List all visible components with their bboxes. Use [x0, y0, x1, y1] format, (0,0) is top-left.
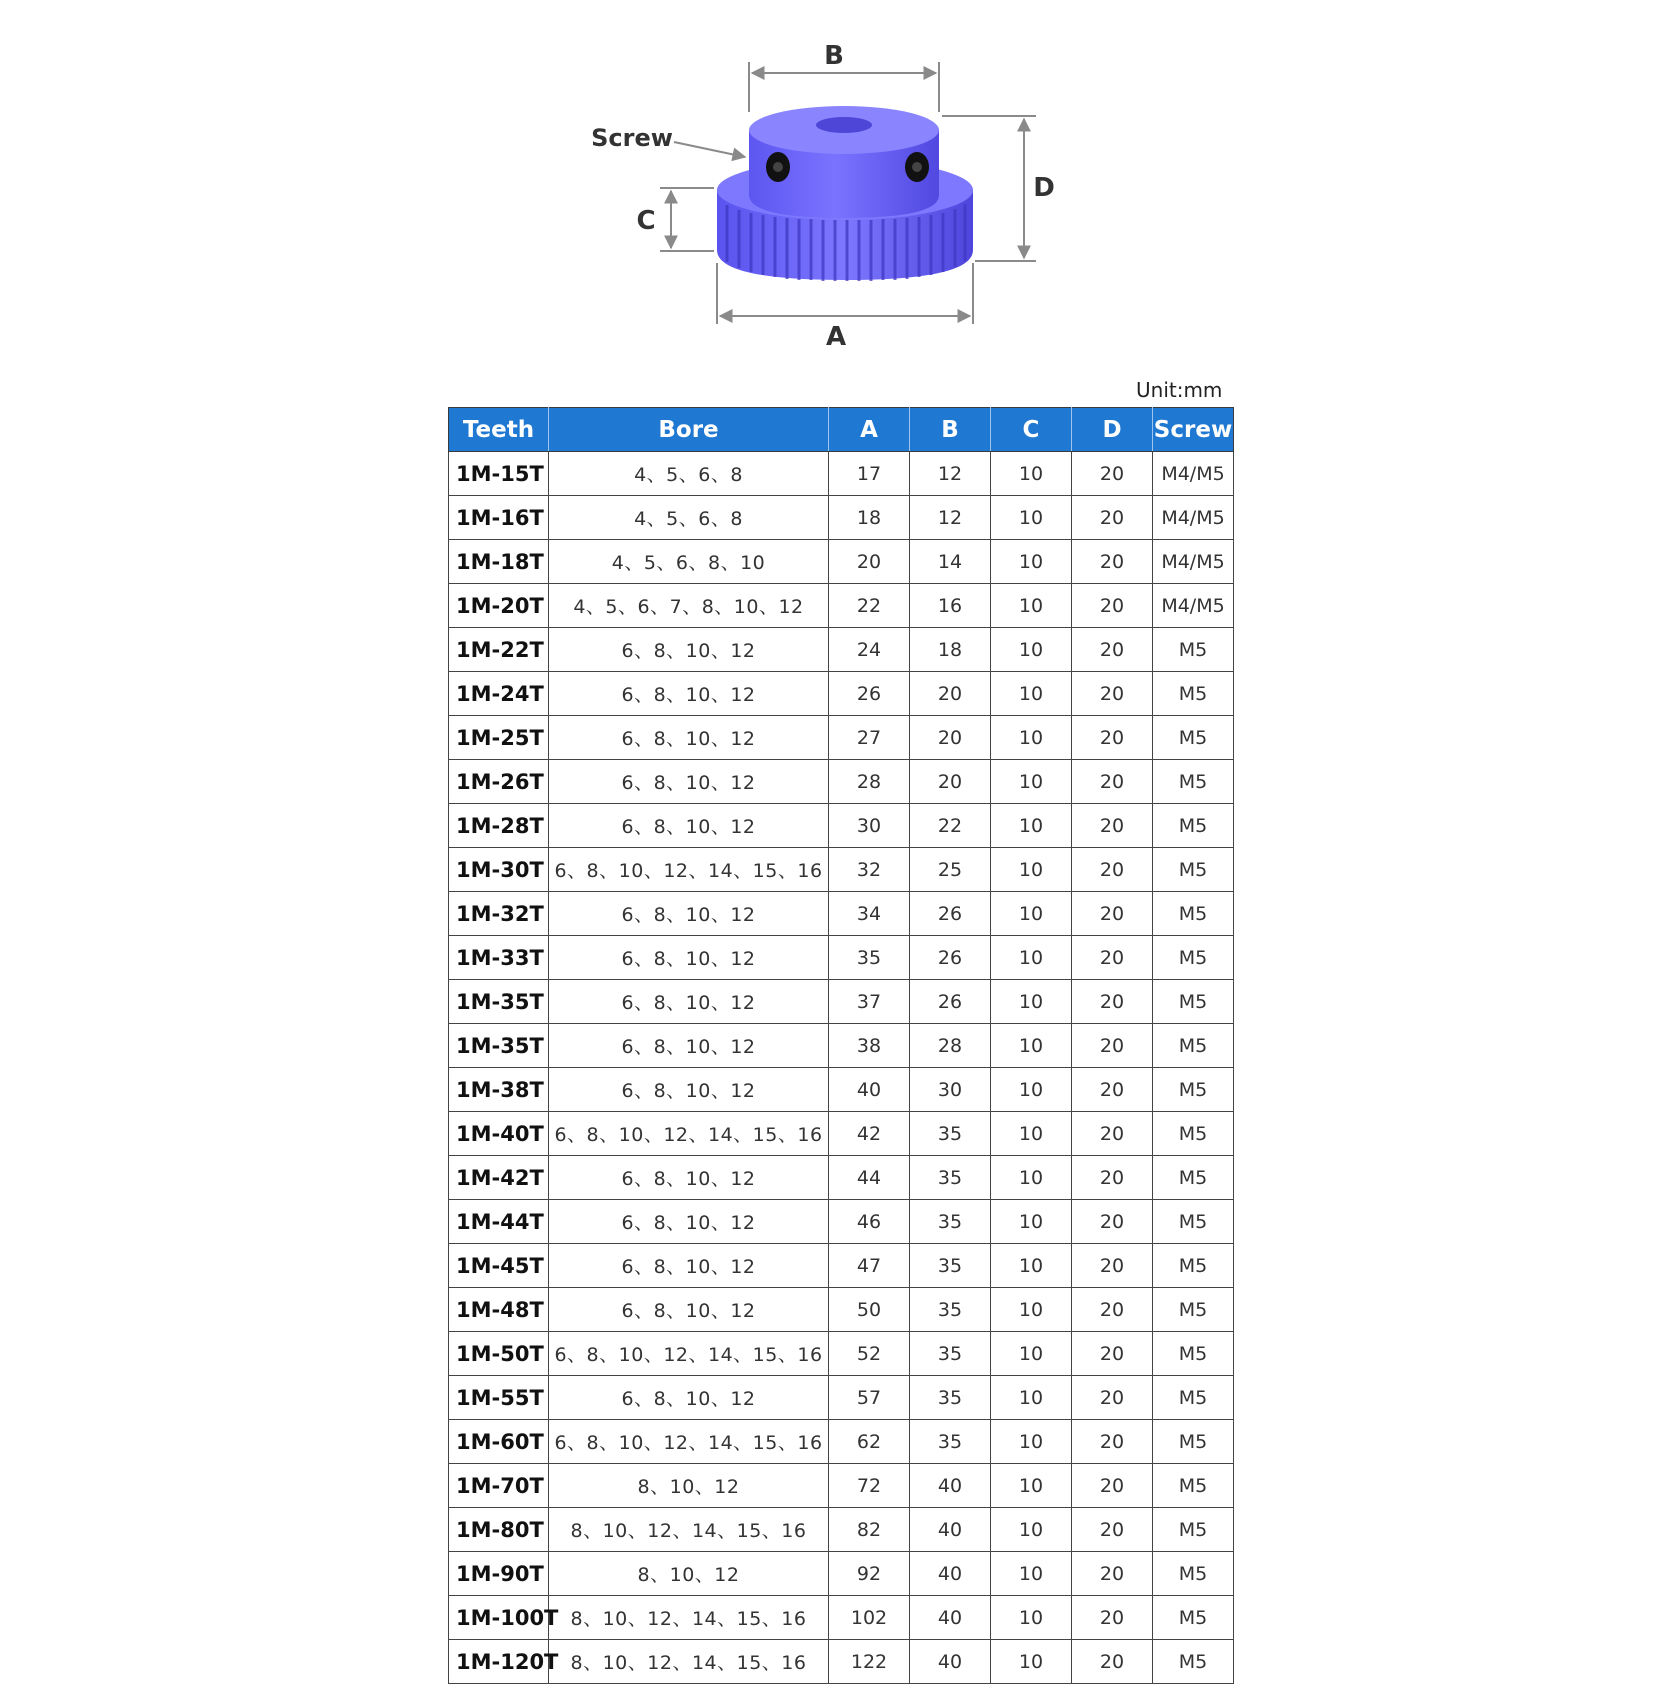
cell-d: 20 [1072, 496, 1153, 540]
column-header-a: A [829, 408, 910, 452]
cell-b: 22 [910, 804, 991, 848]
cell-screw: M5 [1153, 1552, 1234, 1596]
cell-b: 25 [910, 848, 991, 892]
cell-d: 20 [1072, 1156, 1153, 1200]
cell-b: 40 [910, 1552, 991, 1596]
cell-teeth: 1M-33T [449, 936, 549, 980]
cell-a: 102 [829, 1596, 910, 1640]
cell-b: 40 [910, 1508, 991, 1552]
cell-teeth: 1M-120T [449, 1640, 549, 1684]
cell-d: 20 [1072, 1112, 1153, 1156]
cell-b: 35 [910, 1288, 991, 1332]
cell-d: 20 [1072, 1552, 1153, 1596]
cell-teeth: 1M-70T [449, 1464, 549, 1508]
cell-c: 10 [991, 584, 1072, 628]
cell-b: 30 [910, 1068, 991, 1112]
table-row [449, 760, 1234, 804]
cell-b: 26 [910, 936, 991, 980]
cell-teeth: 1M-32T [449, 892, 549, 936]
dimension-b [749, 62, 939, 112]
cell-a: 30 [829, 804, 910, 848]
cell-a: 20 [829, 540, 910, 584]
table-row [449, 716, 1234, 760]
cell-bore: 8、10、12、14、15、16 [549, 1640, 829, 1684]
cell-a: 57 [829, 1376, 910, 1420]
cell-screw: M4/M5 [1153, 584, 1234, 628]
cell-d: 20 [1072, 584, 1153, 628]
cell-a: 22 [829, 584, 910, 628]
cell-a: 50 [829, 1288, 910, 1332]
cell-teeth: 1M-50T [449, 1332, 549, 1376]
cell-d: 20 [1072, 1068, 1153, 1112]
cell-d: 20 [1072, 1376, 1153, 1420]
cell-a: 47 [829, 1244, 910, 1288]
cell-d: 20 [1072, 760, 1153, 804]
cell-teeth: 1M-30T [449, 848, 549, 892]
cell-teeth: 1M-15T [449, 452, 549, 496]
cell-d: 20 [1072, 892, 1153, 936]
cell-d: 20 [1072, 848, 1153, 892]
cell-screw: M5 [1153, 1596, 1234, 1640]
column-header-b: B [910, 408, 991, 452]
table-row [449, 848, 1234, 892]
cell-c: 10 [991, 1200, 1072, 1244]
cell-d: 20 [1072, 936, 1153, 980]
cell-bore: 6、8、10、12 [549, 1376, 829, 1420]
cell-a: 17 [829, 452, 910, 496]
cell-c: 10 [991, 1640, 1072, 1684]
cell-bore: 4、5、6、8、10 [549, 540, 829, 584]
cell-screw: M4/M5 [1153, 452, 1234, 496]
cell-b: 26 [910, 892, 991, 936]
cell-teeth: 1M-18T [449, 540, 549, 584]
cell-d: 20 [1072, 1024, 1153, 1068]
table-body [449, 452, 1234, 1684]
table-row [449, 1244, 1234, 1288]
cell-d: 20 [1072, 1200, 1153, 1244]
dimension-c [660, 188, 714, 251]
cell-bore: 6、8、10、12、14、15、16 [549, 1332, 829, 1376]
cell-d: 20 [1072, 1288, 1153, 1332]
table-header-row [449, 408, 1234, 452]
cell-teeth: 1M-44T [449, 1200, 549, 1244]
cell-teeth: 1M-28T [449, 804, 549, 848]
cell-d: 20 [1072, 1464, 1153, 1508]
cell-teeth: 1M-45T [449, 1244, 549, 1288]
cell-bore: 6、8、10、12、14、15、16 [549, 1420, 829, 1464]
table-row [449, 1596, 1234, 1640]
cell-b: 16 [910, 584, 991, 628]
cell-b: 35 [910, 1200, 991, 1244]
cell-screw: M5 [1153, 1244, 1234, 1288]
cell-c: 10 [991, 1332, 1072, 1376]
cell-a: 28 [829, 760, 910, 804]
cell-screw: M5 [1153, 1420, 1234, 1464]
cell-a: 92 [829, 1552, 910, 1596]
cell-bore: 6、8、10、12 [549, 672, 829, 716]
cell-screw: M5 [1153, 892, 1234, 936]
cell-a: 26 [829, 672, 910, 716]
table-row [449, 1068, 1234, 1112]
cell-screw: M5 [1153, 936, 1234, 980]
table-row [449, 1508, 1234, 1552]
cell-teeth: 1M-42T [449, 1156, 549, 1200]
cell-d: 20 [1072, 716, 1153, 760]
cell-screw: M5 [1153, 804, 1234, 848]
cell-teeth: 1M-35T [449, 980, 549, 1024]
cell-screw: M4/M5 [1153, 540, 1234, 584]
cell-a: 42 [829, 1112, 910, 1156]
cell-c: 10 [991, 1068, 1072, 1112]
cell-b: 35 [910, 1332, 991, 1376]
cell-bore: 6、8、10、12 [549, 892, 829, 936]
cell-screw: M4/M5 [1153, 496, 1234, 540]
cell-a: 40 [829, 1068, 910, 1112]
cell-d: 20 [1072, 452, 1153, 496]
cell-bore: 6、8、10、12 [549, 804, 829, 848]
cell-bore: 6、8、10、12 [549, 1024, 829, 1068]
cell-b: 35 [910, 1156, 991, 1200]
cell-b: 40 [910, 1464, 991, 1508]
table-row [449, 1024, 1234, 1068]
column-header-bore: Bore [549, 408, 829, 452]
cell-c: 10 [991, 936, 1072, 980]
cell-c: 10 [991, 980, 1072, 1024]
table-row [449, 496, 1234, 540]
table-row [449, 892, 1234, 936]
dimension-c-label: C [636, 206, 656, 236]
table-row [449, 1376, 1234, 1420]
cell-teeth: 1M-35T [449, 1024, 549, 1068]
dimension-a-label: A [825, 322, 847, 352]
cell-screw: M5 [1153, 760, 1234, 804]
cell-screw: M5 [1153, 628, 1234, 672]
cell-b: 20 [910, 760, 991, 804]
cell-a: 122 [829, 1640, 910, 1684]
cell-c: 10 [991, 540, 1072, 584]
cell-d: 20 [1072, 1332, 1153, 1376]
cell-teeth: 1M-40T [449, 1112, 549, 1156]
cell-teeth: 1M-26T [449, 760, 549, 804]
table-row [449, 540, 1234, 584]
column-header-teeth: Teeth [449, 408, 549, 452]
cell-teeth: 1M-80T [449, 1508, 549, 1552]
cell-teeth: 1M-100T [449, 1596, 549, 1640]
cell-a: 32 [829, 848, 910, 892]
cell-a: 72 [829, 1464, 910, 1508]
cell-c: 10 [991, 1508, 1072, 1552]
cell-screw: M5 [1153, 1156, 1234, 1200]
column-header-screw: Screw [1153, 408, 1234, 452]
cell-c: 10 [991, 496, 1072, 540]
cell-teeth: 1M-48T [449, 1288, 549, 1332]
cell-screw: M5 [1153, 1508, 1234, 1552]
cell-a: 34 [829, 892, 910, 936]
table-row [449, 1156, 1234, 1200]
cell-a: 82 [829, 1508, 910, 1552]
cell-b: 35 [910, 1244, 991, 1288]
table-row [449, 1420, 1234, 1464]
cell-b: 20 [910, 672, 991, 716]
cell-screw: M5 [1153, 716, 1234, 760]
cell-screw: M5 [1153, 1068, 1234, 1112]
cell-c: 10 [991, 1112, 1072, 1156]
cell-screw: M5 [1153, 1332, 1234, 1376]
cell-screw: M5 [1153, 1200, 1234, 1244]
cell-bore: 6、8、10、12 [549, 1156, 829, 1200]
cell-a: 37 [829, 980, 910, 1024]
cell-c: 10 [991, 1156, 1072, 1200]
cell-bore: 8、10、12、14、15、16 [549, 1596, 829, 1640]
cell-b: 12 [910, 452, 991, 496]
cell-d: 20 [1072, 1596, 1153, 1640]
cell-b: 12 [910, 496, 991, 540]
cell-screw: M5 [1153, 1640, 1234, 1684]
table-row [449, 1552, 1234, 1596]
cell-a: 46 [829, 1200, 910, 1244]
cell-b: 35 [910, 1420, 991, 1464]
cell-teeth: 1M-90T [449, 1552, 549, 1596]
cell-d: 20 [1072, 540, 1153, 584]
cell-bore: 8、10、12 [549, 1464, 829, 1508]
cell-c: 10 [991, 892, 1072, 936]
cell-c: 10 [991, 1420, 1072, 1464]
table-row [449, 1332, 1234, 1376]
cell-teeth: 1M-22T [449, 628, 549, 672]
unit-label: Unit:mm [1136, 378, 1223, 402]
cell-a: 35 [829, 936, 910, 980]
cell-c: 10 [991, 1552, 1072, 1596]
spec-table [448, 407, 1234, 1684]
cell-bore: 4、5、6、8 [549, 452, 829, 496]
cell-c: 10 [991, 672, 1072, 716]
table-row [449, 804, 1234, 848]
cell-b: 28 [910, 1024, 991, 1068]
cell-a: 18 [829, 496, 910, 540]
cell-c: 10 [991, 760, 1072, 804]
cell-d: 20 [1072, 628, 1153, 672]
table-row [449, 584, 1234, 628]
cell-b: 14 [910, 540, 991, 584]
table-row [449, 628, 1234, 672]
cell-b: 18 [910, 628, 991, 672]
cell-teeth: 1M-60T [449, 1420, 549, 1464]
cell-a: 27 [829, 716, 910, 760]
cell-c: 10 [991, 1024, 1072, 1068]
cell-bore: 4、5、6、7、8、10、12 [549, 584, 829, 628]
table-row [449, 1200, 1234, 1244]
dimension-b-label: B [824, 41, 844, 71]
cell-c: 10 [991, 1376, 1072, 1420]
cell-bore: 6、8、10、12、14、15、16 [549, 1112, 829, 1156]
cell-b: 35 [910, 1376, 991, 1420]
cell-screw: M5 [1153, 848, 1234, 892]
cell-bore: 6、8、10、12 [549, 1200, 829, 1244]
table-row [449, 452, 1234, 496]
cell-b: 20 [910, 716, 991, 760]
column-header-c: C [991, 408, 1072, 452]
table-row [449, 672, 1234, 716]
cell-d: 20 [1072, 1244, 1153, 1288]
cell-a: 44 [829, 1156, 910, 1200]
cell-a: 38 [829, 1024, 910, 1068]
cell-c: 10 [991, 804, 1072, 848]
cell-teeth: 1M-38T [449, 1068, 549, 1112]
cell-bore: 4、5、6、8 [549, 496, 829, 540]
cell-c: 10 [991, 848, 1072, 892]
cell-c: 10 [991, 1596, 1072, 1640]
cell-bore: 6、8、10、12 [549, 936, 829, 980]
cell-bore: 6、8、10、12 [549, 716, 829, 760]
cell-screw: M5 [1153, 1024, 1234, 1068]
table-row [449, 1288, 1234, 1332]
cell-d: 20 [1072, 980, 1153, 1024]
table-row [449, 1464, 1234, 1508]
cell-d: 20 [1072, 672, 1153, 716]
cell-screw: M5 [1153, 672, 1234, 716]
cell-teeth: 1M-24T [449, 672, 549, 716]
cell-teeth: 1M-55T [449, 1376, 549, 1420]
gear-illustration [0, 0, 1678, 370]
cell-c: 10 [991, 716, 1072, 760]
cell-bore: 6、8、10、12 [549, 1244, 829, 1288]
cell-b: 40 [910, 1640, 991, 1684]
cell-a: 24 [829, 628, 910, 672]
cell-screw: M5 [1153, 1376, 1234, 1420]
table-row [449, 936, 1234, 980]
table-row [449, 1112, 1234, 1156]
cell-c: 10 [991, 1244, 1072, 1288]
cell-c: 10 [991, 1464, 1072, 1508]
cell-c: 10 [991, 628, 1072, 672]
cell-teeth: 1M-20T [449, 584, 549, 628]
cell-screw: M5 [1153, 1112, 1234, 1156]
cell-screw: M5 [1153, 980, 1234, 1024]
cell-b: 35 [910, 1112, 991, 1156]
cell-d: 20 [1072, 1640, 1153, 1684]
cell-c: 10 [991, 1288, 1072, 1332]
cell-teeth: 1M-16T [449, 496, 549, 540]
cell-bore: 6、8、10、12、14、15、16 [549, 848, 829, 892]
cell-screw: M5 [1153, 1288, 1234, 1332]
cell-bore: 8、10、12、14、15、16 [549, 1508, 829, 1552]
table-row [449, 980, 1234, 1024]
cell-b: 26 [910, 980, 991, 1024]
cell-d: 20 [1072, 804, 1153, 848]
cell-bore: 6、8、10、12 [549, 1068, 829, 1112]
screw-callout [674, 142, 745, 157]
cell-b: 40 [910, 1596, 991, 1640]
cell-d: 20 [1072, 1420, 1153, 1464]
dimension-d-label: D [1033, 173, 1055, 203]
table-row [449, 1640, 1234, 1684]
cell-bore: 6、8、10、12 [549, 1288, 829, 1332]
cell-bore: 6、8、10、12 [549, 980, 829, 1024]
cell-teeth: 1M-25T [449, 716, 549, 760]
cell-c: 10 [991, 452, 1072, 496]
cell-d: 20 [1072, 1508, 1153, 1552]
cell-bore: 8、10、12 [549, 1552, 829, 1596]
cell-screw: M5 [1153, 1464, 1234, 1508]
column-header-d: D [1072, 408, 1153, 452]
cell-a: 52 [829, 1332, 910, 1376]
cell-a: 62 [829, 1420, 910, 1464]
cell-bore: 6、8、10、12 [549, 628, 829, 672]
cell-bore: 6、8、10、12 [549, 760, 829, 804]
screw-label: Screw [591, 124, 673, 152]
gear-diagram [0, 0, 1678, 370]
